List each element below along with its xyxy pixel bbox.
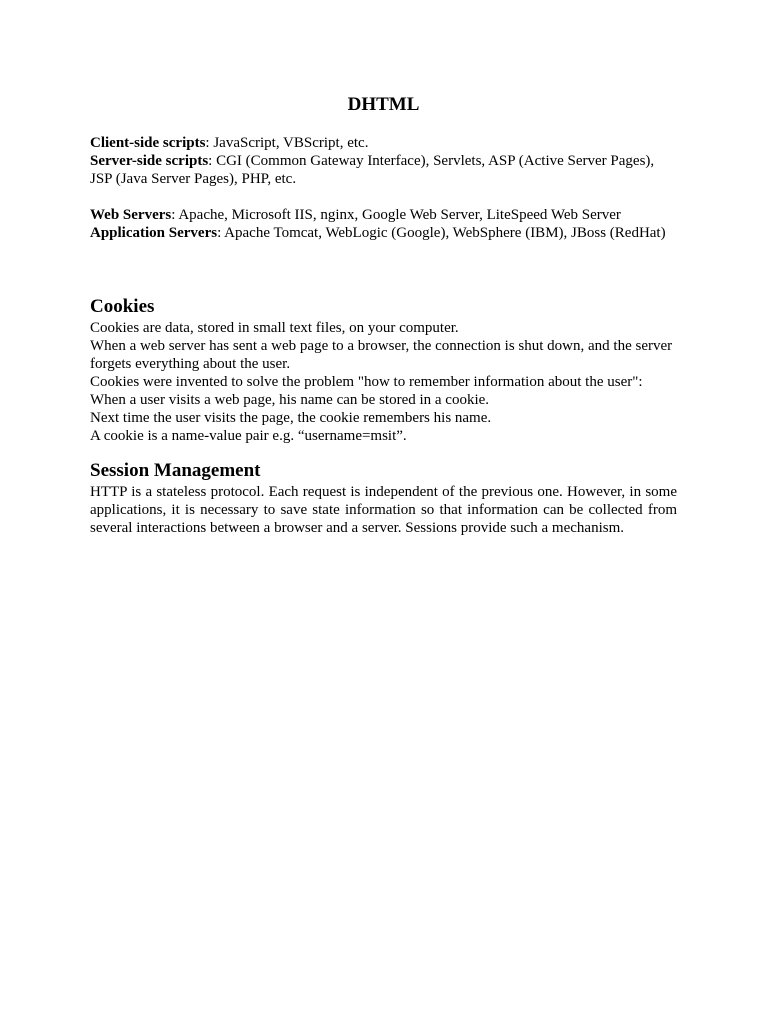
- definition-client-side: [90, 134, 677, 152]
- definition-server-side: [90, 152, 677, 188]
- definition-text: : Apache Tomcat, WebLogic (Google), WebSphere (IBM), JBoss (RedHat): [217, 225, 666, 241]
- cookies-line: Next time the user visits the page, the cookie remembers his name.: [90, 410, 492, 426]
- session-management-paragraph: HTTP is a stateless protocol. Each request is independent of the previous one. However, in some applications, it is necessary to save state information so that information can be collected from several interactions between a browser and a server. Sessions provide such a mechanism.: [90, 484, 677, 536]
- cookies-line: A cookie is a name-value pair e.g. “username=msit”.: [90, 428, 407, 444]
- spacer: [90, 188, 677, 206]
- cookies-line: When a web server has sent a web page to a browser, the connection is shut down, and the server forgets everything about the user.: [90, 338, 673, 372]
- session-management-heading: Session Management: [90, 460, 261, 481]
- definition-text: : CGI (Common Gateway Interface), Servlets, ASP (Active Server Pages), JSP (Java Server Pages), PHP, etc.: [90, 153, 655, 187]
- definition-web-servers: [90, 206, 677, 224]
- spacer: [90, 445, 677, 461]
- definition-text: : Apache, Microsoft IIS, nginx, Google Web Server, LiteSpeed Web Server: [171, 207, 621, 223]
- document-title: DHTML: [347, 94, 420, 115]
- document-content: [90, 93, 677, 537]
- definition-term: Server-side scripts: [90, 153, 209, 169]
- definition-term: Client-side scripts: [90, 135, 206, 151]
- cookies-line: Cookies were invented to solve the problem "how to remember information about the user":: [90, 374, 643, 390]
- cookies-heading: Cookies: [90, 296, 155, 317]
- definition-term: Web Servers: [90, 207, 172, 223]
- spacer: [90, 242, 677, 297]
- definition-term: Application Servers: [90, 225, 218, 241]
- cookies-line: Cookies are data, stored in small text files, on your computer.: [90, 320, 459, 336]
- cookies-line: When a user visits a web page, his name can be stored in a cookie.: [90, 392, 490, 408]
- definition-text: : JavaScript, VBScript, etc.: [205, 135, 369, 151]
- definition-application-servers: [90, 224, 677, 242]
